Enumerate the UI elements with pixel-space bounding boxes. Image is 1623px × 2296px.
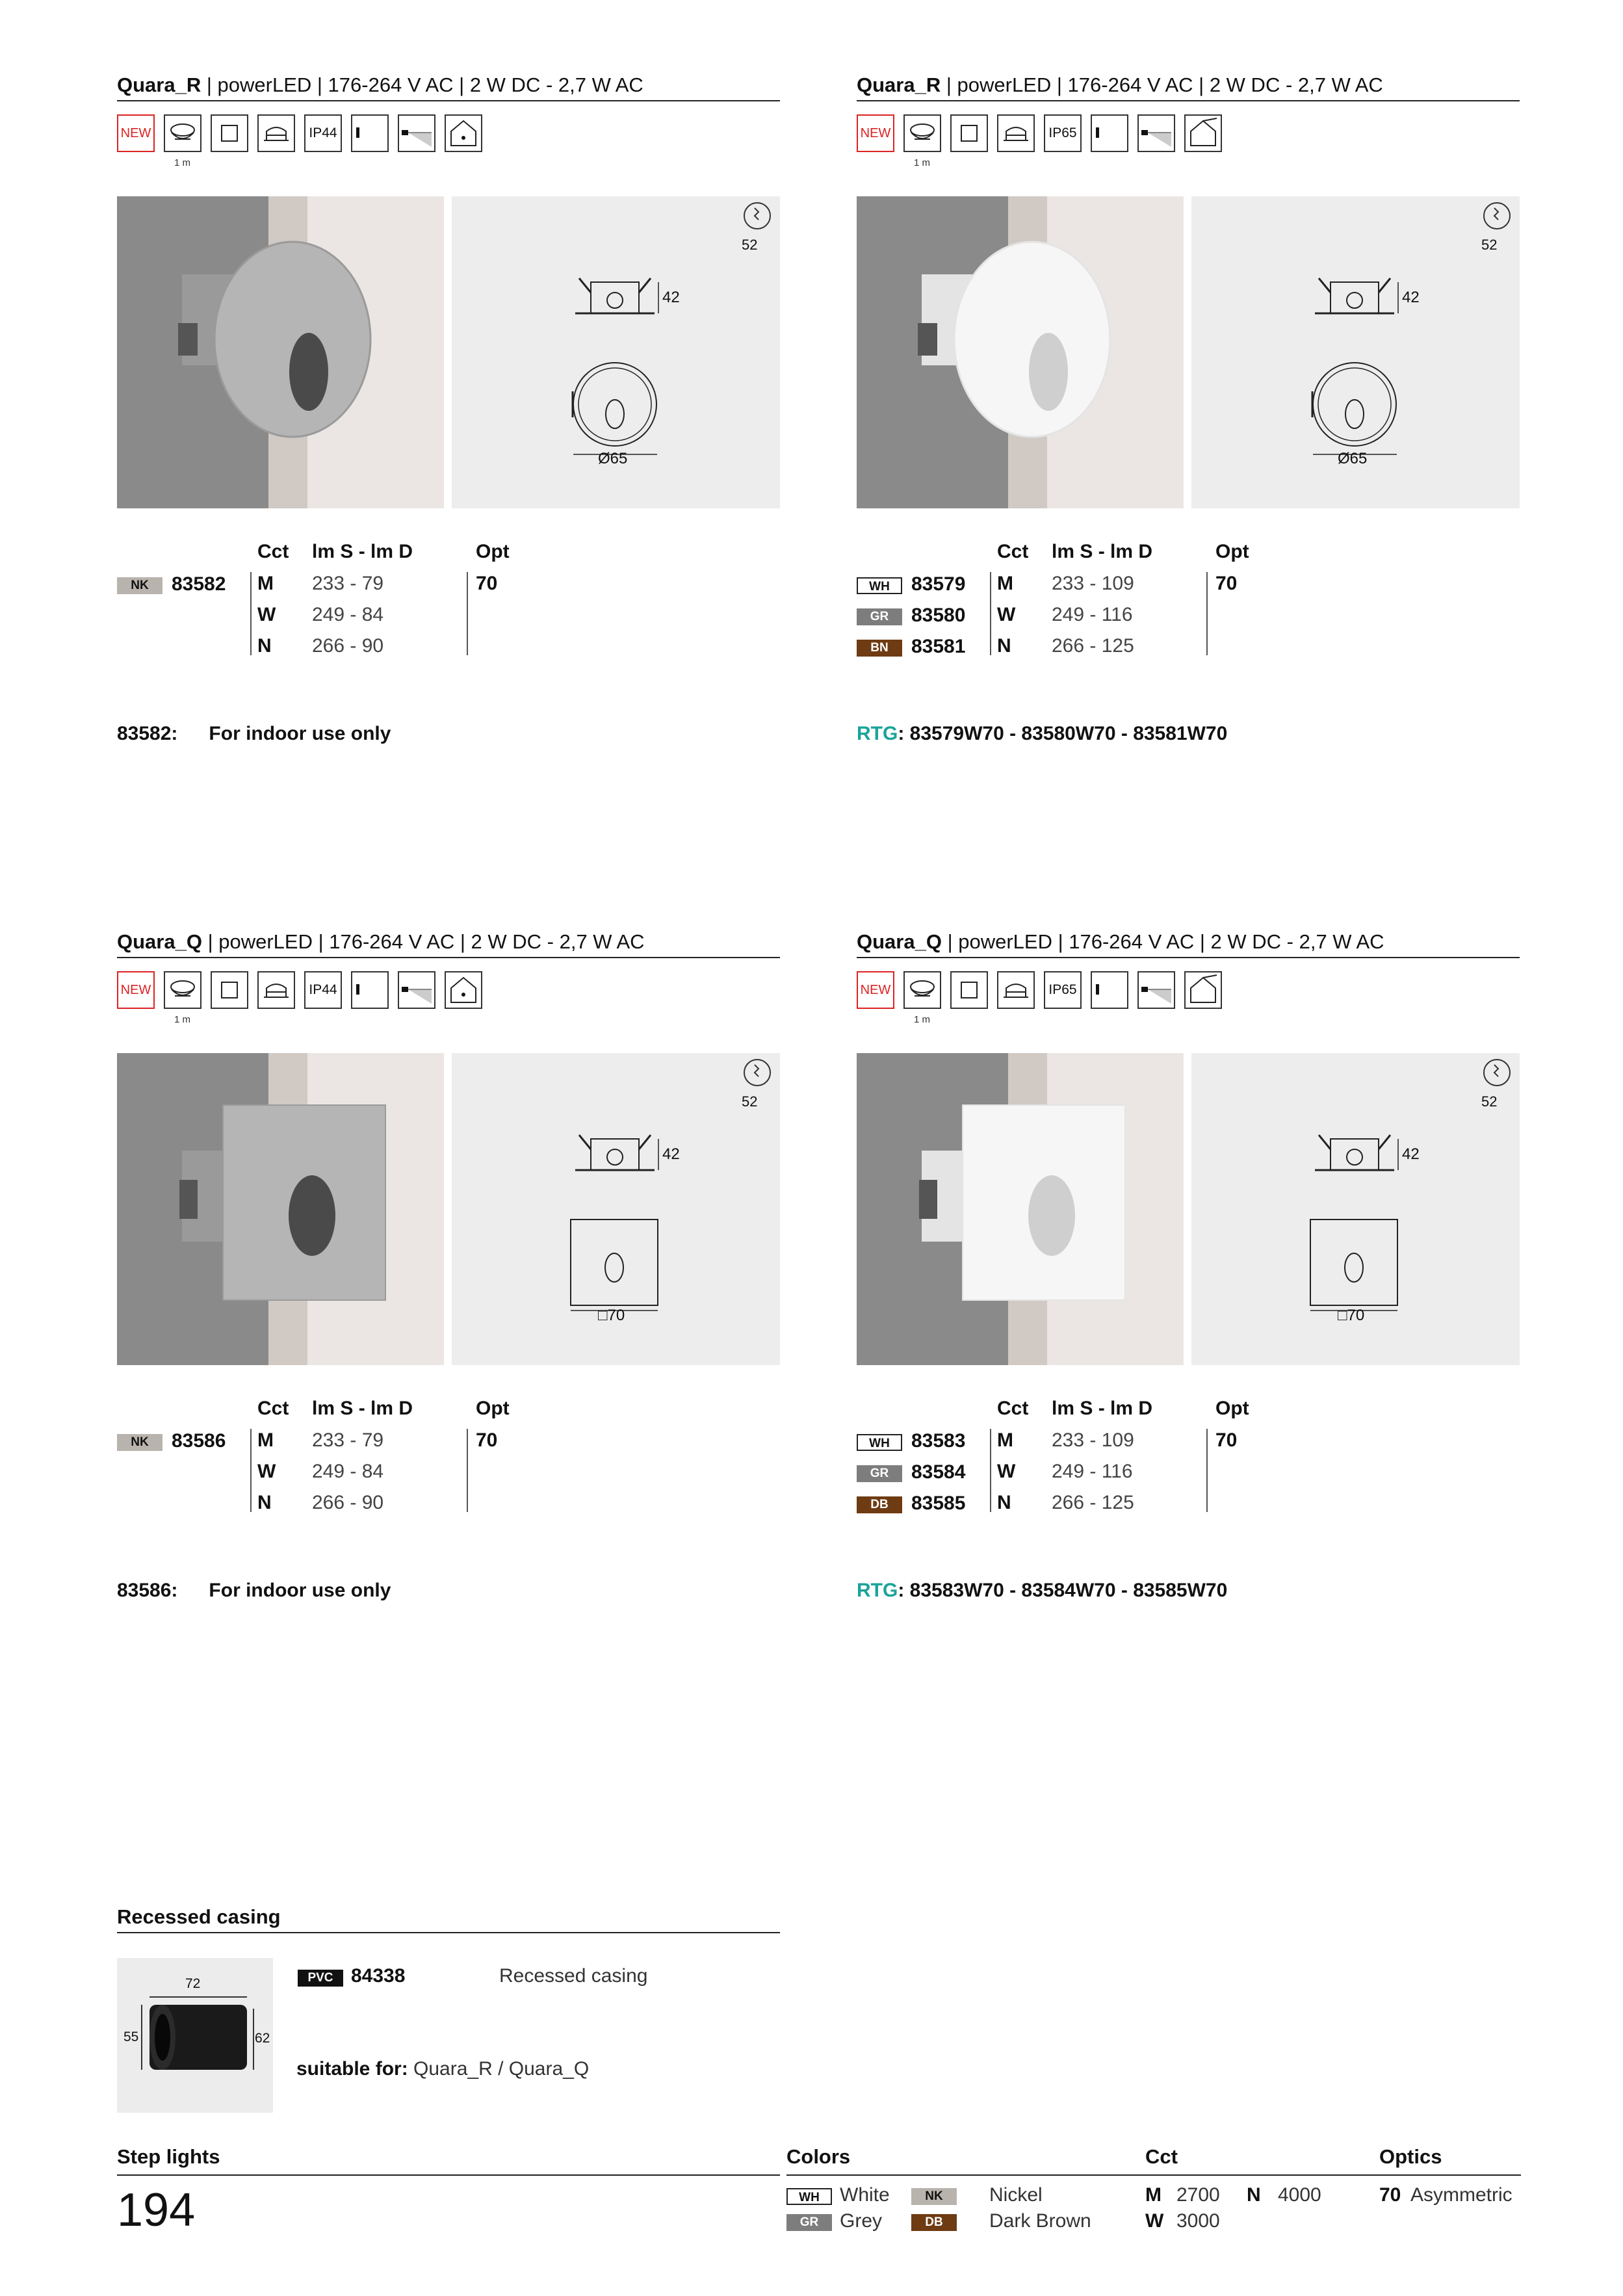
cct-code: M	[997, 573, 1013, 594]
feature-icons	[857, 971, 1260, 1023]
class-ii-icon	[950, 114, 988, 152]
product-photo	[117, 1053, 444, 1365]
class-ii-icon	[211, 114, 248, 152]
article-code: 83582	[172, 573, 226, 595]
ip-rating-icon: IP44	[304, 971, 342, 1009]
article-code: 83585	[911, 1493, 966, 1514]
product-title: Quara_R | powerLED | 176-264 V AC | 2 W DC - 2,7 W AC	[117, 73, 780, 101]
product-spec: powerLED | 176-264 V AC | 2 W DC - 2,7 W AC	[958, 930, 1384, 953]
cable-icon	[164, 114, 201, 152]
cct-header: Cct	[257, 1398, 289, 1419]
lumen-value: 249 - 116	[1052, 1461, 1133, 1482]
dim-depth-label: 52	[742, 1093, 758, 1110]
dim-depth-label: 52	[742, 237, 758, 253]
optics-header: Opt	[476, 541, 510, 562]
product-name: Quara_Q	[117, 930, 202, 953]
cable-icon	[903, 971, 941, 1009]
cable-icon	[903, 114, 941, 152]
cable-length: 1 m	[914, 157, 931, 168]
casing-dim-right: 62	[255, 2031, 270, 2046]
led-icon	[351, 971, 389, 1009]
spec-table	[857, 541, 1520, 664]
recessed-icon	[997, 114, 1035, 152]
lumen-value: 249 - 84	[312, 604, 384, 625]
product-section	[857, 73, 1520, 853]
finish-badge: BN	[857, 640, 902, 657]
light-distribution-icon	[1137, 971, 1175, 1009]
feature-icons	[117, 114, 520, 166]
finish-badge: NK	[117, 577, 162, 594]
lumen-value: 266 - 125	[1052, 635, 1134, 657]
product-section	[117, 73, 780, 853]
note-text: : 83579W70 - 83580W70 - 83581W70	[898, 723, 1228, 744]
lumen-value: 266 - 125	[1052, 1492, 1134, 1513]
product-note	[857, 723, 1227, 745]
cable-length: 1 m	[174, 1014, 191, 1025]
cct-code: M	[257, 1429, 274, 1451]
optics-value: 70	[1215, 573, 1238, 594]
product-note	[117, 1580, 391, 1602]
note-prefix: RTG	[857, 723, 898, 744]
ip-rating-icon: IP65	[1044, 971, 1082, 1009]
optics-value: 70	[476, 573, 498, 594]
product-spec: powerLED | 176-264 V AC | 2 W DC - 2,7 W AC	[957, 73, 1383, 96]
article-code: 83583	[911, 1430, 966, 1452]
indoor-outdoor-icon	[445, 114, 482, 152]
technical-drawing	[452, 1053, 780, 1365]
cct-value-m: 2700	[1176, 2184, 1220, 2206]
casing-photo	[117, 1958, 273, 2113]
lumen-header: lm S - lm D	[1052, 541, 1153, 562]
color-badge-db: DB	[911, 2214, 957, 2231]
recessed-icon	[257, 114, 295, 152]
new-badge-icon: NEW	[857, 971, 894, 1009]
optics-value: 70	[476, 1429, 498, 1451]
dim-height-label: 42	[1402, 1145, 1420, 1163]
cct-code: M	[997, 1429, 1013, 1451]
note-prefix: 83582:	[117, 723, 178, 744]
technical-drawing	[1191, 196, 1520, 508]
cct-title: Cct	[1145, 2145, 1178, 2168]
color-name-nickel: Nickel	[989, 2184, 1043, 2206]
finish-badge: DB	[857, 1496, 902, 1513]
finish-badge: GR	[857, 1465, 902, 1482]
recessed-icon	[257, 971, 295, 1009]
color-name-darkbrown: Dark Brown	[989, 2210, 1091, 2232]
casing-suitable	[296, 2058, 589, 2080]
optics-header: Opt	[1215, 541, 1249, 562]
cct-code: W	[257, 604, 276, 625]
cct-code: N	[257, 635, 272, 657]
finish-badge: WH	[857, 1434, 902, 1451]
cct-code: N	[997, 635, 1011, 657]
product-spec: powerLED | 176-264 V AC | 2 W DC - 2,7 W AC	[218, 930, 645, 953]
color-name-white: White	[840, 2184, 890, 2206]
cct-header: Cct	[997, 541, 1029, 562]
cct-header: Cct	[257, 541, 289, 562]
feature-icons	[857, 114, 1260, 166]
product-title: Quara_R | powerLED | 176-264 V AC | 2 W DC - 2,7 W AC	[857, 73, 1520, 101]
footer-category: Step lights	[117, 2145, 220, 2168]
light-distribution-icon	[1137, 114, 1175, 152]
finish-badge: NK	[117, 1434, 162, 1451]
product-spec: powerLED | 176-264 V AC | 2 W DC - 2,7 W AC	[217, 73, 643, 96]
light-distribution-icon	[398, 114, 435, 152]
dim-height-label: 42	[662, 289, 680, 306]
lumen-header: lm S - lm D	[312, 1398, 413, 1419]
casing-badge: PVC	[298, 1970, 343, 1987]
product-note	[857, 1580, 1227, 1602]
casing-dim-width: 72	[185, 1976, 201, 1991]
spec-table	[857, 1398, 1520, 1521]
cable-icon	[164, 971, 201, 1009]
finish-badge: GR	[857, 608, 902, 625]
page-number: 194	[117, 2184, 196, 2236]
ip-rating-icon: IP44	[304, 114, 342, 152]
recessed-casing-section	[117, 1905, 780, 2119]
product-name: Quara_R	[117, 73, 201, 96]
cable-length: 1 m	[174, 157, 191, 168]
led-icon	[351, 114, 389, 152]
lumen-value: 233 - 109	[1052, 1429, 1134, 1451]
optics-header: Opt	[1215, 1398, 1249, 1419]
article-code: 83586	[172, 1430, 226, 1452]
color-badge-gr: GR	[786, 2214, 832, 2231]
suitable-label: suitable for:	[296, 2058, 408, 2080]
led-icon	[1091, 971, 1128, 1009]
dim-depth-label: 52	[1481, 1093, 1498, 1110]
indoor-outdoor-icon	[1184, 114, 1222, 152]
optics-value: 70	[1215, 1429, 1238, 1451]
casing-dim-left: 55	[123, 2029, 139, 2044]
article-code: 83581	[911, 636, 966, 657]
product-title: Quara_Q | powerLED | 176-264 V AC | 2 W DC - 2,7 W AC	[857, 930, 1520, 958]
indoor-outdoor-icon	[1184, 971, 1222, 1009]
cct-code: N	[257, 1492, 272, 1513]
cct-code: M	[257, 573, 274, 594]
lumen-value: 233 - 109	[1052, 573, 1134, 594]
product-note	[117, 723, 391, 745]
casing-title: Recessed casing	[117, 1905, 780, 1933]
optics-title: Optics	[1379, 2145, 1442, 2168]
color-badge-wh: WH	[786, 2188, 832, 2205]
note-text: : 83583W70 - 83584W70 - 83585W70	[898, 1580, 1228, 1601]
class-ii-icon	[950, 971, 988, 1009]
product-section	[857, 930, 1520, 1710]
new-badge-icon: NEW	[857, 114, 894, 152]
cable-length: 1 m	[914, 1014, 931, 1025]
recessed-icon	[997, 971, 1035, 1009]
product-photo	[857, 1053, 1184, 1365]
product-name: Quara_Q	[857, 930, 942, 953]
product-photo	[117, 196, 444, 508]
cct-code-n: N	[1247, 2184, 1261, 2206]
cct-value-w: 3000	[1176, 2210, 1220, 2232]
class-ii-icon	[211, 971, 248, 1009]
note-prefix: 83586:	[117, 1580, 178, 1601]
feature-icons	[117, 971, 520, 1023]
note-text: For indoor use only	[209, 1580, 391, 1601]
dim-size-label: Ø65	[1338, 450, 1368, 467]
color-badge-nk: NK	[911, 2188, 957, 2205]
cct-code: W	[997, 1461, 1016, 1482]
dim-size-label: □70	[598, 1307, 625, 1324]
article-code: 83580	[911, 605, 966, 626]
optics-name: Asymmetric	[1410, 2184, 1513, 2206]
article-code: 83584	[911, 1461, 966, 1483]
note-text: For indoor use only	[209, 723, 391, 744]
colors-title: Colors	[786, 2145, 851, 2168]
cct-value-n: 4000	[1278, 2184, 1321, 2206]
lumen-value: 249 - 116	[1052, 604, 1133, 625]
product-photo	[857, 196, 1184, 508]
optics-code: 70	[1379, 2184, 1401, 2206]
color-name-grey: Grey	[840, 2210, 883, 2232]
optics-header: Opt	[476, 1398, 510, 1419]
lumen-header: lm S - lm D	[312, 541, 413, 562]
lumen-value: 233 - 79	[312, 573, 384, 594]
product-name: Quara_R	[857, 73, 941, 96]
new-badge-icon: NEW	[117, 114, 155, 152]
lumen-value: 266 - 90	[312, 635, 384, 657]
article-code: 83579	[911, 573, 966, 595]
dim-height-label: 42	[662, 1145, 680, 1163]
note-prefix: RTG	[857, 1580, 898, 1601]
indoor-outdoor-icon	[445, 971, 482, 1009]
product-section	[117, 930, 780, 1710]
cct-code: N	[997, 1492, 1011, 1513]
cct-code-m: M	[1145, 2184, 1162, 2206]
new-badge-icon: NEW	[117, 971, 155, 1009]
dim-size-label: Ø65	[598, 450, 628, 467]
finish-badge: WH	[857, 577, 902, 594]
page-footer	[117, 2145, 1521, 2262]
dim-depth-label: 52	[1481, 237, 1498, 253]
cct-code-w: W	[1145, 2210, 1164, 2232]
casing-desc: Recessed casing	[499, 1965, 648, 1987]
light-distribution-icon	[398, 971, 435, 1009]
ip-rating-icon: IP65	[1044, 114, 1082, 152]
dim-height-label: 42	[1402, 289, 1420, 306]
lumen-value: 233 - 79	[312, 1429, 384, 1451]
dim-size-label: □70	[1338, 1307, 1365, 1324]
lumen-header: lm S - lm D	[1052, 1398, 1153, 1419]
casing-code: 84338	[351, 1965, 406, 1987]
lumen-value: 266 - 90	[312, 1492, 384, 1513]
cct-header: Cct	[997, 1398, 1029, 1419]
cct-code: W	[997, 604, 1016, 625]
cct-code: W	[257, 1461, 276, 1482]
technical-drawing	[1191, 1053, 1520, 1365]
spec-table	[117, 541, 780, 664]
technical-drawing	[452, 196, 780, 508]
lumen-value: 249 - 84	[312, 1461, 384, 1482]
spec-table	[117, 1398, 780, 1521]
product-title: Quara_Q | powerLED | 176-264 V AC | 2 W DC - 2,7 W AC	[117, 930, 780, 958]
suitable-value: Quara_R / Quara_Q	[413, 2058, 590, 2080]
led-icon	[1091, 114, 1128, 152]
